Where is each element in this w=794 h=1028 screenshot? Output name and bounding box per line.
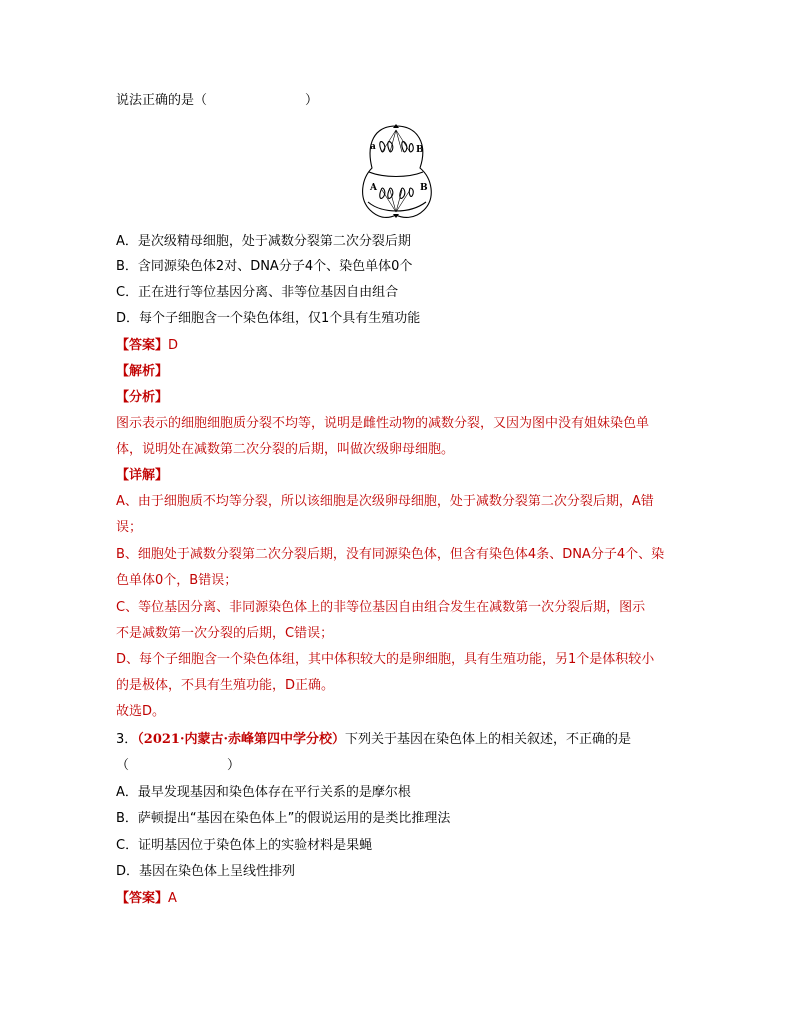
cell-division-diagram <box>356 122 438 224</box>
gene-label-A: A <box>370 183 377 193</box>
chromosome <box>409 188 413 196</box>
answer-value: A <box>168 891 177 906</box>
q3-option-c: C．证明基因位于染色体上的实验材料是果蝇 <box>116 838 373 853</box>
analysis-tag: 【解析】 <box>116 364 169 379</box>
chromosome <box>380 142 385 152</box>
detail-line-5: C、等位基因分离、非同源染色体上的非等位基因自由组合发生在减数第一次分裂后期，图示 <box>116 600 646 615</box>
option-c: C．正在进行等位基因分离、非等位基因自由组合 <box>116 285 399 300</box>
cleavage-furrow <box>369 172 423 177</box>
chromosome <box>409 144 413 152</box>
cell-membrane <box>363 126 432 217</box>
paren-open: （ <box>116 758 130 773</box>
lower-membrane <box>368 202 426 211</box>
question-3-stem <box>116 731 631 749</box>
gene-label-a: a <box>370 142 376 152</box>
gene-label-B-top: B <box>416 145 424 155</box>
fenxi-line-2: 体，说明处在减数第二次分裂的后期，叫做次级卵母细胞。 <box>116 442 455 457</box>
spindle-bottom <box>382 190 410 212</box>
detail-line-3: B、细胞处于减数分裂第二次分裂后期，没有同源染色体，但含有染色体4条、DNA分子4个、染 <box>116 547 665 562</box>
question-source: （2021·内蒙古·赤峰第四中学分校） <box>137 732 346 747</box>
detail-line-2: 误； <box>116 520 143 535</box>
detail-line-6: 不是减数第一次分裂的后期，C错误； <box>116 626 334 641</box>
option-d: D．每个子细胞含一个染色体组，仅1个具有生殖功能 <box>116 311 421 326</box>
option-b: B．含同源染色体2对、DNA分子4个、染色单体0个 <box>116 259 413 274</box>
conclusion: 故选D。 <box>116 704 166 719</box>
detail-line-4: 色单体0个，B错误； <box>116 573 238 588</box>
q3-option-b: B．萨顿提出“基因在染色体上”的假说运用的是类比推理法 <box>116 811 451 826</box>
answer-line <box>116 337 178 355</box>
fenxi-tag: 【分析】 <box>116 390 169 405</box>
question-3-blank <box>116 757 240 775</box>
gene-label-B-bottom: B <box>420 183 428 193</box>
detail-line-8: 的是极体，不具有生殖功能，D正确。 <box>116 678 335 693</box>
answer-value: D <box>168 338 179 353</box>
detail-tag: 【详解】 <box>116 468 169 483</box>
question-number: 3． <box>116 732 138 747</box>
stem-close: ） <box>305 93 319 108</box>
q3-option-a: A．最早发现基因和染色体存在平行关系的是摩尔根 <box>116 785 411 800</box>
q3-answer-line <box>116 890 177 908</box>
paren-close: ） <box>227 758 241 773</box>
q3-option-d: D．基因在染色体上呈线性排列 <box>116 864 296 879</box>
detail-line-1: A、由于细胞质不均等分裂，所以该细胞是次级卵母细胞，处于减数分裂第二次分裂后期，A错 <box>116 494 654 509</box>
stem-text: 说法正确的是（ <box>116 93 208 108</box>
answer-tag: 【答案】 <box>116 891 169 906</box>
chromosome <box>400 188 405 198</box>
question-stem <box>116 92 318 110</box>
detail-line-7: D、每个子细胞含一个染色体组，其中体积较大的是卵细胞，具有生殖功能，另1个是体积较小 <box>116 652 655 667</box>
question-text: 下列关于基因在染色体上的相关叙述，不正确的是 <box>345 732 632 747</box>
answer-tag: 【答案】 <box>116 338 169 353</box>
option-a: A．是次级精母细胞，处于减数分裂第二次分裂后期 <box>116 234 411 249</box>
spindle-top <box>382 130 410 152</box>
fenxi-line-1: 图示表示的细胞细胞质分裂不均等，说明是雌性动物的减数分裂，又因为图中没有姐妹染色单 <box>116 416 650 431</box>
